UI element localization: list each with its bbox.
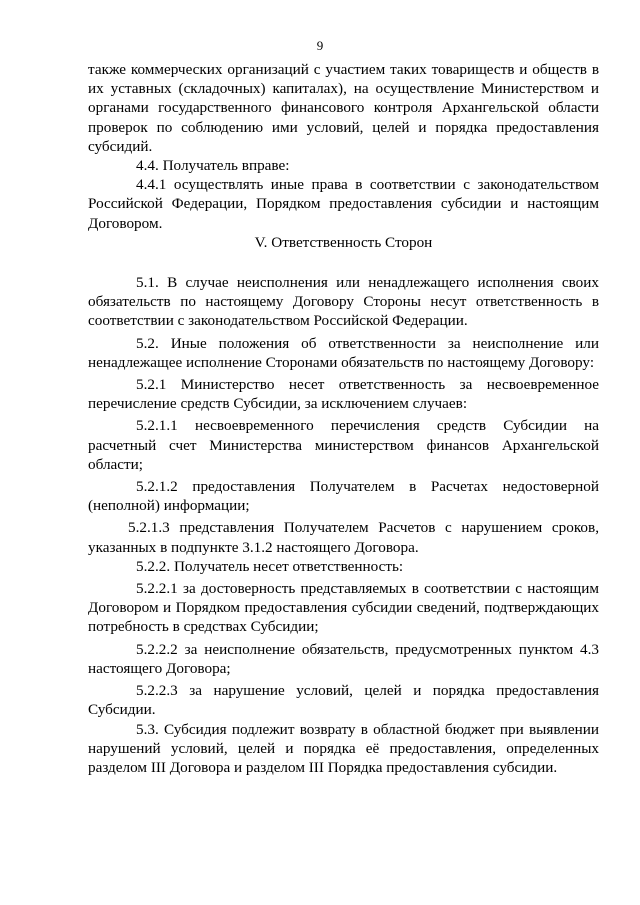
paragraph-5-2-2-2: 5.2.2.2 за неисполнение обязательств, предусмотренных пунктом 4.3 настоящего Договора;: [88, 640, 599, 677]
paragraph-4-4: 4.4. Получатель вправе:: [136, 157, 290, 175]
paragraph-5-2-1-1: 5.2.1.1 несвоевременного перечисления средств Субсидии на расчетный счет Министерства министерством финансов Архангельской области;: [88, 417, 599, 473]
document-body: [88, 60, 599, 777]
section-heading: V. Ответственность Сторон: [254, 233, 433, 251]
paragraph-5-2-2-3: 5.2.2.3 за нарушение условий, целей и порядка предоставления Субсидии.: [88, 682, 599, 719]
paragraph-continuation: также коммерческих организаций с участием таких товариществ и обществ в их уставных (складочных) капиталах), на осуществление Министерством и органами государственного финансового контроля Архангельской области проверок по соблюдению ими условий, целей и порядка предоставления субсидий.: [88, 61, 599, 155]
paragraph-5-2-1-2: 5.2.1.2 предоставления Получателем в Расчетах недостоверной (неполной) информации;: [88, 478, 599, 515]
paragraph-5-2-1-3: 5.2.1.3 представления Получателем Расчетов с нарушением сроков, указанных в подпункте 3.1.2 настоящего Договора.: [88, 519, 599, 556]
paragraph-5-2-2-1: 5.2.2.1 за достоверность представляемых в соответствии с настоящим Договором и Порядком предоставления субсидии сведений, подтверждающих потребность в средствах Субсидии;: [88, 580, 599, 636]
paragraph-4-4-1: 4.4.1 осуществлять иные права в соответствии с законодательством Российской Федерации, Порядком предоставления субсидии и настоящим Договором.: [88, 176, 599, 232]
paragraph-5-3: 5.3. Субсидия подлежит возврату в областной бюджет при выявлении нарушений условий, целей и порядка её предоставления, определенных разделом III Договора и разделом III Порядка предоставления субсидии.: [88, 720, 599, 776]
paragraph-5-2-1: 5.2.1 Министерство несет ответственность за несвоевременное перечисление средств Субсидии, за исключением случаев:: [88, 376, 599, 413]
page-number: 9: [316, 38, 324, 53]
paragraph-5-2: 5.2. Иные положения об ответственности за неисполнение или ненадлежащее исполнение Сторонами обязательств по настоящему Договору:: [88, 334, 599, 371]
paragraph-5-2-2: 5.2.2. Получатель несет ответственность:: [136, 557, 404, 575]
paragraph-5-1: 5.1. В случае неисполнения или ненадлежащего исполнения своих обязательств по настоящему Договору Стороны несут ответственность в соответствии с законодательством Российской Федерации.: [88, 274, 599, 330]
